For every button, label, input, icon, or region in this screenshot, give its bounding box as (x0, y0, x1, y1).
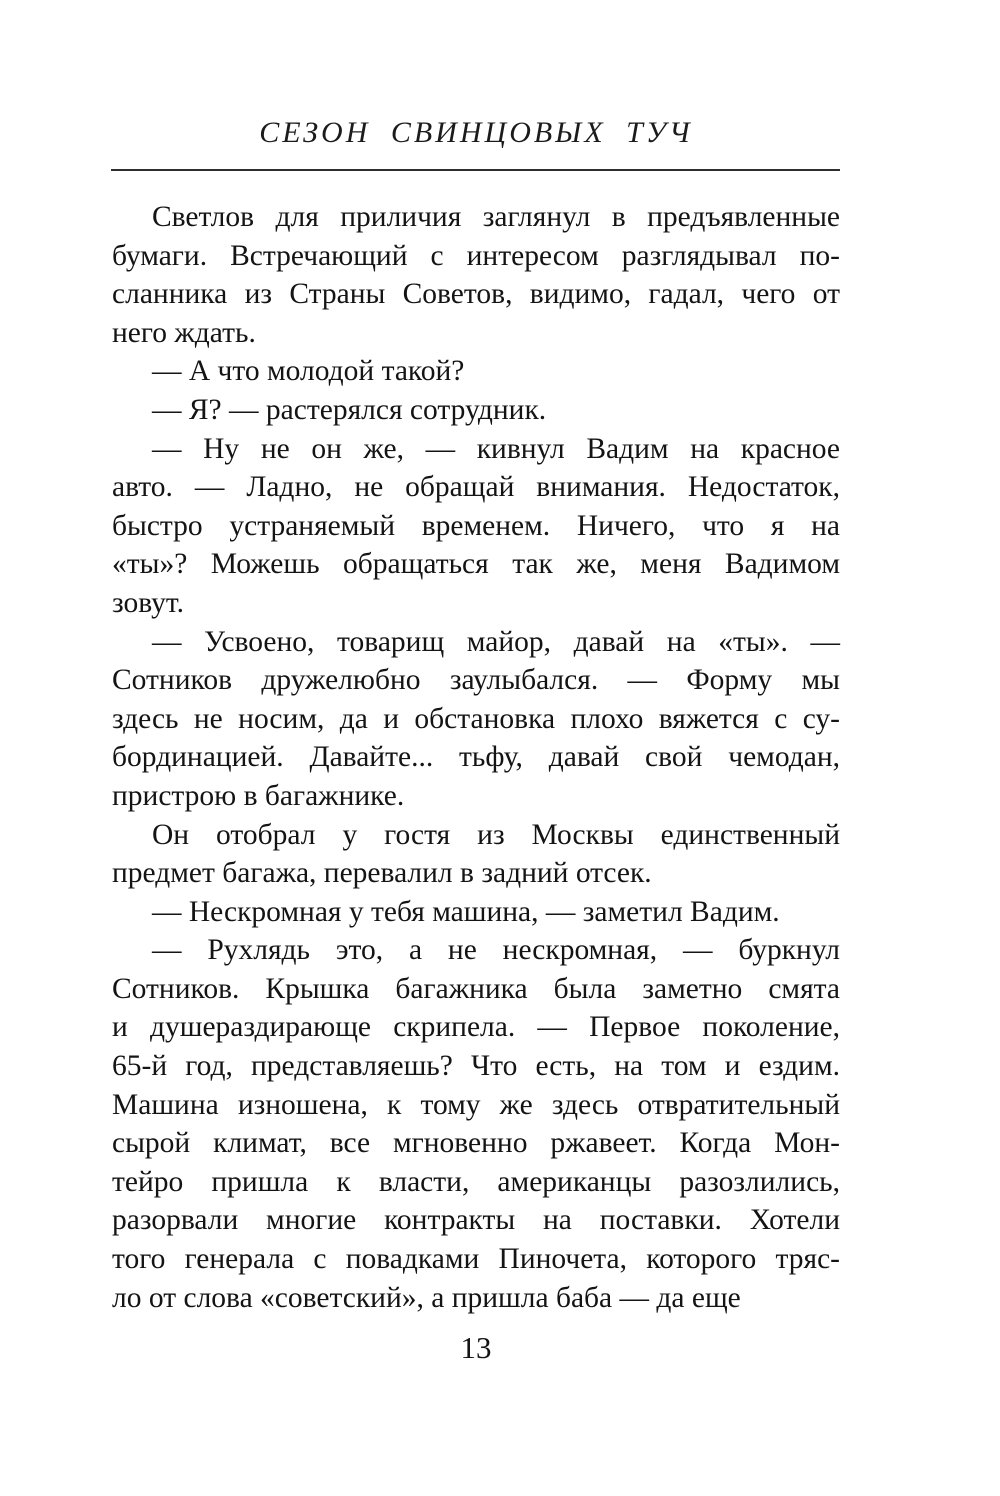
text-line: разорвали многие контракты на поставки. Хотели (112, 1204, 840, 1237)
text-line: — Рухлядь это, а не нескромная, — буркнул (152, 934, 840, 967)
text-line: — Я? — растерялся сотрудник. (152, 393, 547, 426)
text-line: тейро пришла к власти, американцы разозлились, (112, 1165, 840, 1198)
text-line: Сотников. Крышка багажника была заметно смята (112, 972, 840, 1005)
text-line: — Усвоено, товарищ майор, давай на «ты». — (152, 625, 840, 658)
body-text (112, 198, 840, 1317)
text-line: ло от слова «советский», а пришла баба — да еще (112, 1281, 741, 1314)
text-line: сланника из Страны Советов, видимо, гадал, чего от (112, 278, 840, 311)
text-line: — Ну не он же, — кивнул Вадим на красное (152, 432, 840, 465)
text-line: — Нескромная у тебя машина, — заметил Вадим. (152, 895, 780, 928)
text-line: того генерала с повадками Пиночета, которого тряс- (112, 1243, 840, 1276)
text-line: пристрою в багажнике. (112, 779, 405, 812)
text-line: Сотников дружелюбно заулыбался. — Форму мы (112, 664, 840, 697)
header-divider-rule (111, 169, 840, 171)
text-line: сырой климат, все мгновенно ржавеет. Когда Мон- (112, 1127, 840, 1160)
text-line: Он отобрал у гостя из Москвы единственный (152, 818, 840, 851)
text-line: здесь не носим, да и обстановка плохо вяжется с су- (112, 702, 840, 735)
text-line: и душераздирающе скрипела. — Первое поколение, (112, 1011, 840, 1044)
text-line: бумаги. Встречающий с интересом разглядывал по- (112, 239, 840, 272)
text-line: — А что молодой такой? (152, 355, 465, 388)
text-line: «ты»? Можешь обращаться так же, меня Вадимом (112, 548, 840, 581)
text-line: него ждать. (112, 316, 256, 349)
text-line: авто. — Ладно, не обращай внимания. Недостаток, (112, 471, 840, 504)
text-line: бординацией. Давайте... тьфу, давай свой чемодан, (112, 741, 840, 774)
text-line: 65-й год, представляешь? Что есть, на том и ездим. (112, 1050, 840, 1083)
text-line: зовут. (112, 586, 184, 619)
chapter-running-head: СЕЗОН СВИНЦОВЫХ ТУЧ (259, 116, 693, 149)
text-line: Машина изношена, к тому же здесь отвратительный (112, 1088, 840, 1121)
text-line: Светлов для приличия заглянул в предъявленные (152, 201, 840, 233)
text-line: быстро устраняемый временем. Ничего, что я на (112, 509, 840, 542)
page-number: 13 (460, 1330, 492, 1365)
text-line: предмет багажа, перевалил в задний отсек. (112, 857, 652, 890)
